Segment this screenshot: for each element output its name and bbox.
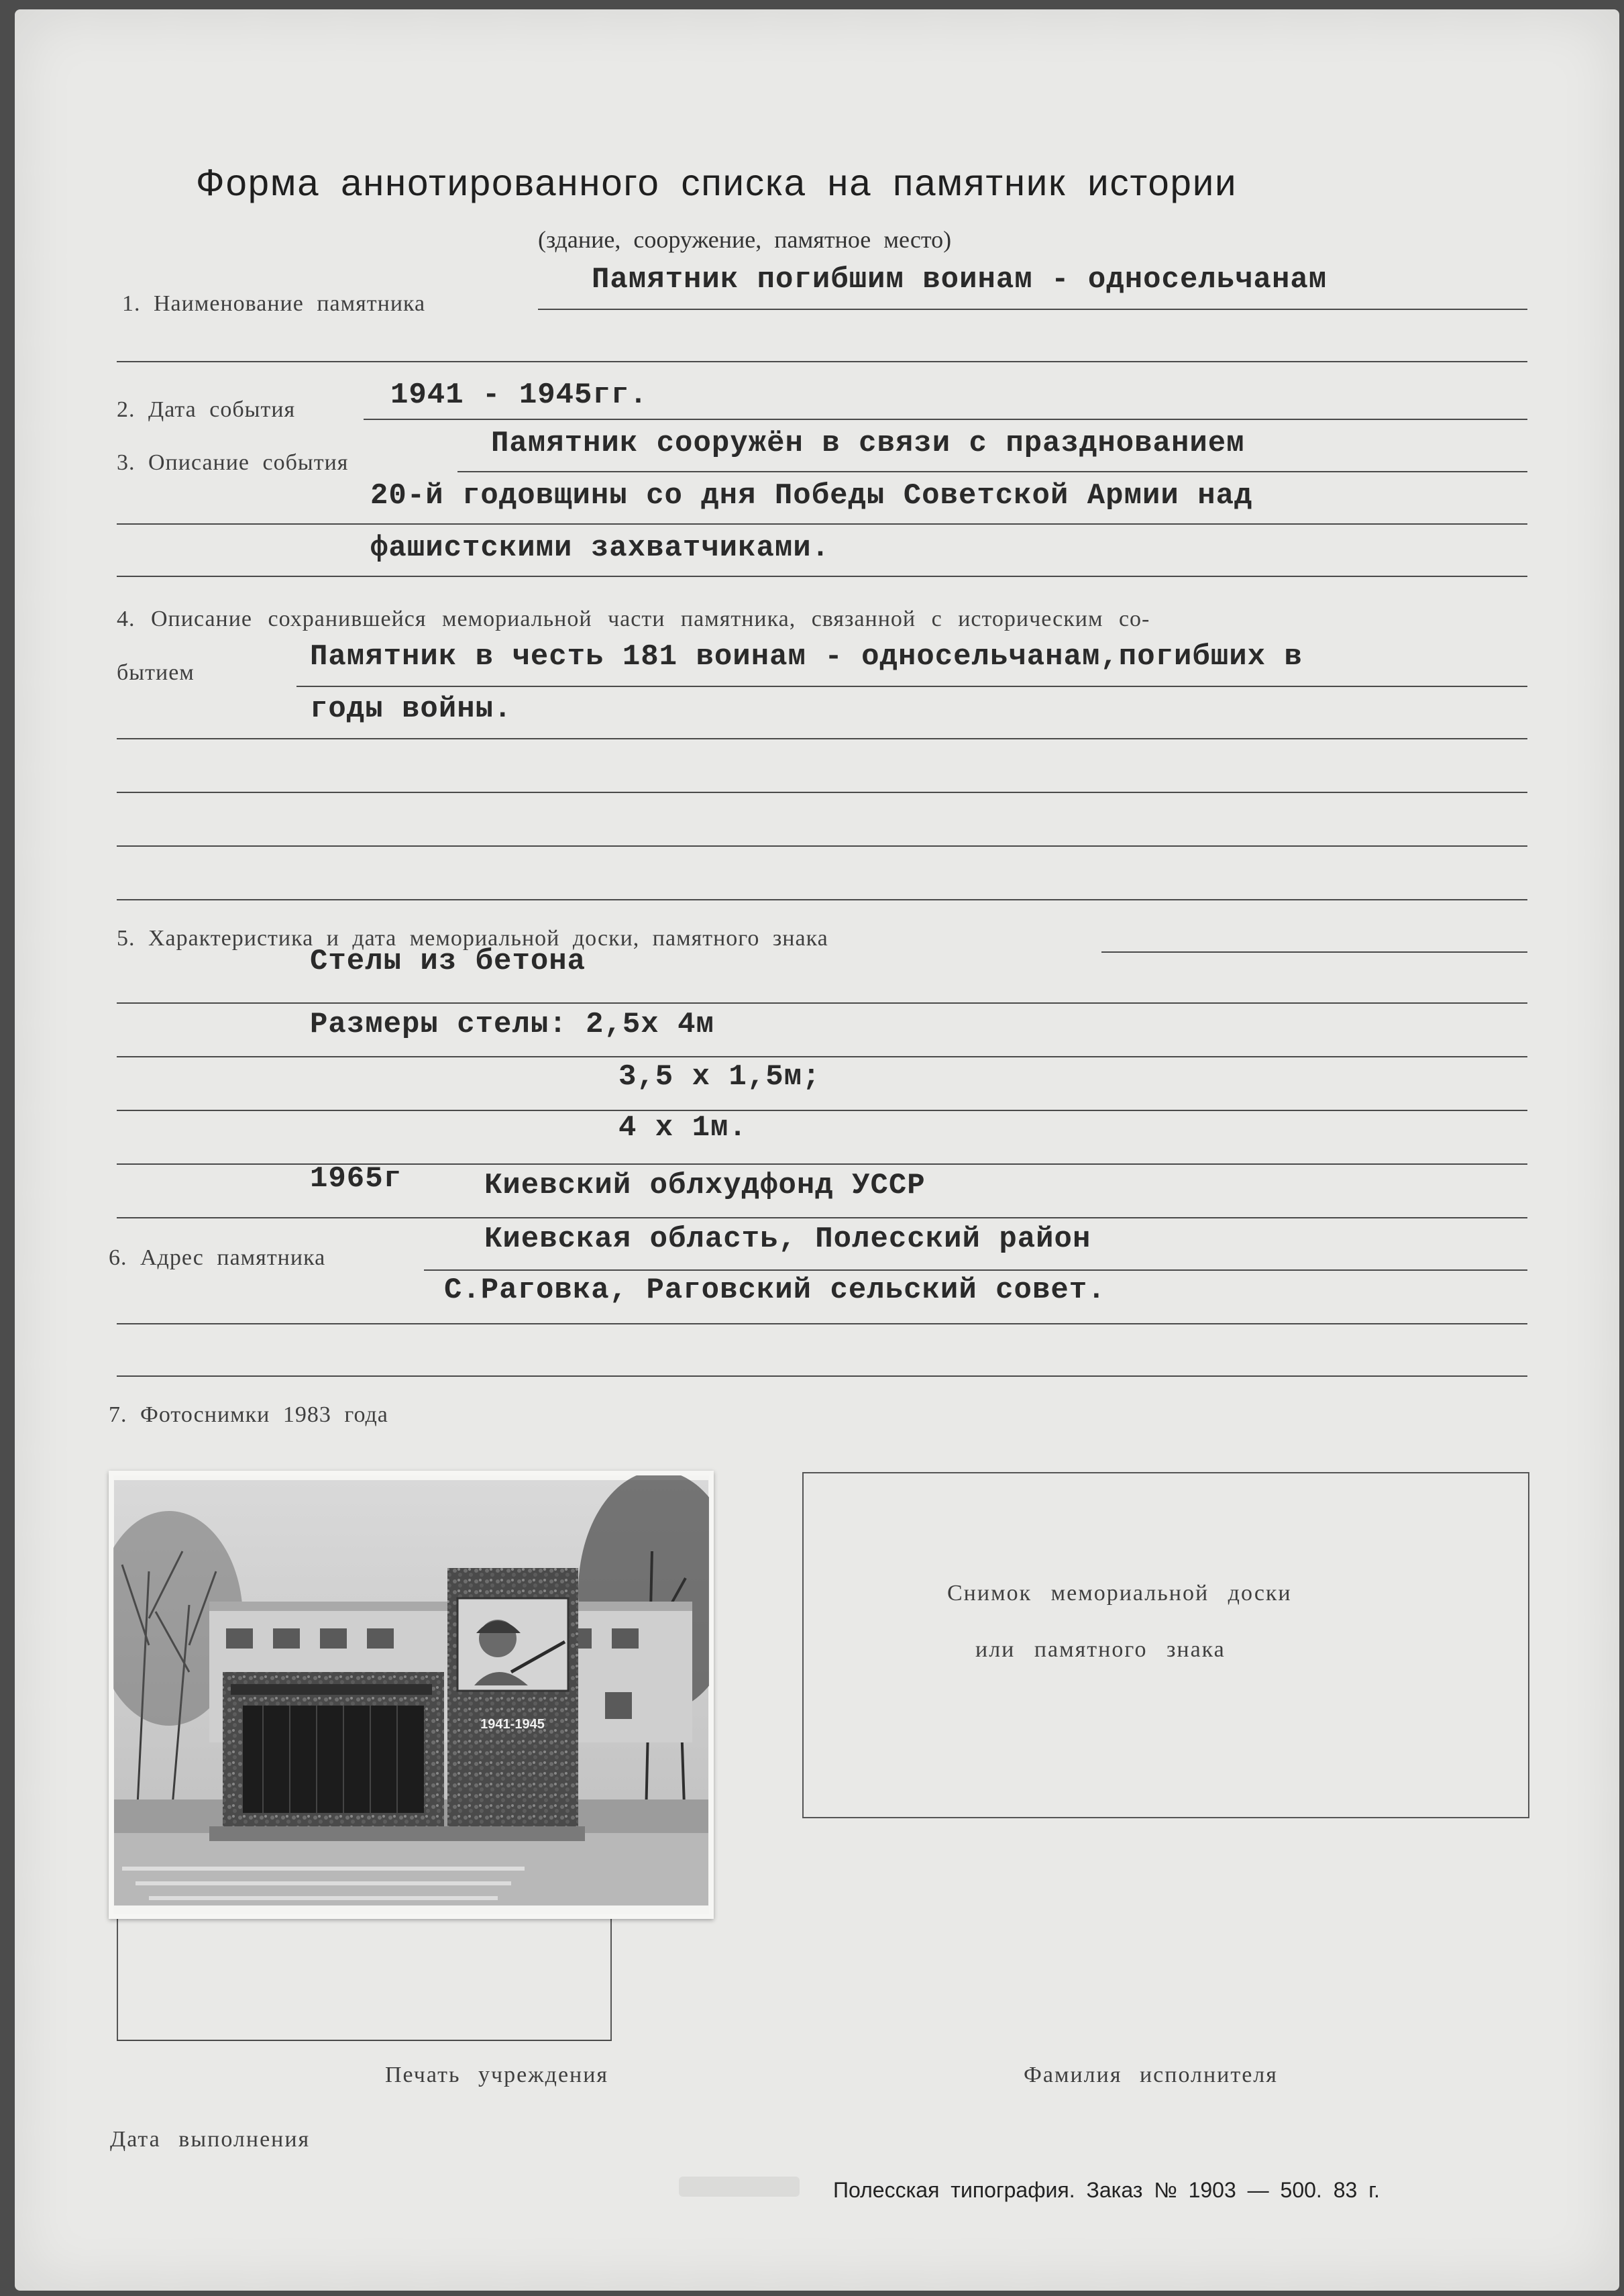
form-title: Форма аннотированного списка на памятник истории	[196, 161, 1238, 203]
line	[1101, 951, 1527, 953]
field-4-label-cont: бытием	[117, 660, 195, 685]
line	[117, 2040, 612, 2041]
plaque-box-caption-1: Снимок мемориальной доски	[947, 1581, 1292, 1606]
field-1-label: 1. Наименование памятника	[122, 291, 426, 316]
line	[538, 309, 1527, 310]
form-sheet	[15, 9, 1619, 2291]
line	[117, 576, 1527, 577]
line	[117, 899, 1527, 900]
line	[117, 1217, 1527, 1218]
field-5-line-6: Киевский облхудфонд УССР	[484, 1169, 926, 1202]
field-3-line-2: 20-й годовщины со дня Победы Советской Армии над	[370, 479, 1253, 513]
field-4-label: 4. Описание сохранившейся мемориальной части памятника, связанной с историческим со-	[117, 607, 1150, 631]
line	[117, 1323, 1527, 1324]
line	[117, 1912, 118, 2041]
field-3-line-3: фашистскими захватчиками.	[370, 531, 830, 565]
field-4-line-2: годы войны.	[310, 692, 512, 726]
line	[117, 1056, 1527, 1057]
line	[117, 1375, 1527, 1377]
line	[117, 361, 1527, 362]
line	[117, 1002, 1527, 1004]
field-5-line-5: 1965г	[310, 1162, 402, 1196]
executor-label: Фамилия исполнителя	[1024, 2063, 1278, 2087]
line	[117, 845, 1527, 847]
field-3-line-1: Памятник сооружён в связи с празднованием	[491, 427, 1245, 460]
field-7-label: 7. Фотоснимки 1983 года	[109, 1402, 388, 1427]
field-6-line-2: С.Раговка, Раговский сельский совет.	[444, 1273, 1106, 1307]
line	[457, 471, 1527, 472]
line	[424, 1269, 1527, 1271]
line	[364, 419, 1527, 420]
line	[117, 738, 1527, 739]
line	[610, 1912, 612, 2041]
field-6-line-1: Киевская область, Полесский район	[484, 1222, 1091, 1256]
line	[117, 523, 1527, 525]
field-5-line-3: 3,5 х 1,5м;	[618, 1060, 821, 1094]
field-5-line-2: Размеры стелы: 2,5х 4м	[310, 1008, 714, 1041]
field-2-value: 1941 - 1945гг.	[390, 378, 648, 412]
plaque-box-caption-2: или памятного знака	[975, 1637, 1226, 1662]
field-5-line-1: Стелы из бетона	[310, 945, 586, 978]
field-2-label: 2. Дата события	[117, 397, 296, 422]
stamp-mark	[679, 2177, 800, 2197]
line	[296, 686, 1527, 687]
plaque-years: 1941-1945	[480, 1717, 545, 1732]
field-3-label: 3. Описание события	[117, 450, 349, 475]
field-4-line-1: Памятник в честь 181 воинам - односельчанам,погибших в	[310, 640, 1303, 674]
monument-photo	[109, 1471, 714, 1919]
field-5-line-4: 4 х 1м.	[618, 1111, 747, 1145]
field-5-label: 5. Характеристика и дата мемориальной доски, памятного знака	[117, 926, 828, 951]
field-1-value: Памятник погибшим воинам - односельчанам	[592, 263, 1328, 297]
line	[117, 792, 1527, 793]
form-subtitle: (здание, сооружение, памятное место)	[538, 226, 952, 253]
field-6-label: 6. Адрес памятника	[109, 1245, 326, 1270]
printer-imprint: Полесская типография. Заказ № 1903 — 500. 83 г.	[833, 2178, 1380, 2202]
date-label: Дата выполнения	[110, 2127, 311, 2152]
stamp-label: Печать учреждения	[385, 2063, 609, 2087]
line	[117, 1110, 1527, 1111]
